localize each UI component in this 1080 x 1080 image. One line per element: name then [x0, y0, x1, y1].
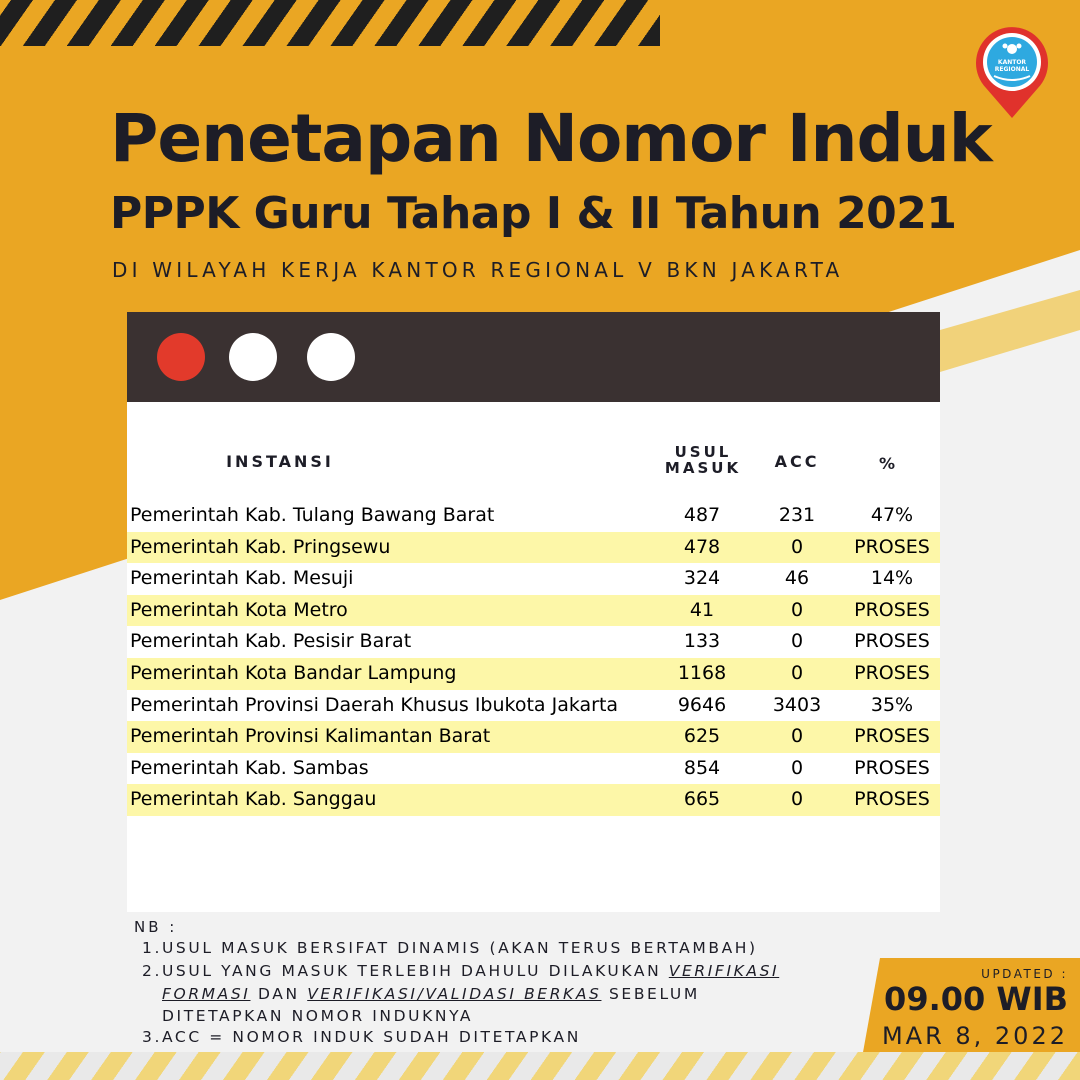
cell-acc: 46 — [784, 567, 810, 590]
page-subtitle: PPPK Guru Tahap I & II Tahun 2021 — [110, 188, 957, 239]
cell-instansi: Pemerintah Kota Metro — [130, 598, 348, 621]
updated-time: 09.00 WIB — [884, 980, 1068, 1018]
note-2-text: 2.USUL YANG MASUK TERLEBIH DAHULU DILAKUKAN — [142, 962, 669, 980]
table-row — [127, 721, 940, 753]
cell-usul: 625 — [683, 725, 721, 748]
note-2-continued — [162, 985, 700, 1003]
note-2-link-formasi[interactable]: FORMASI — [162, 985, 251, 1003]
cell-percent: PROSES — [854, 630, 930, 653]
note-2 — [142, 962, 779, 980]
table-row — [127, 500, 940, 532]
table-row — [127, 626, 940, 658]
cell-usul: 9646 — [677, 693, 727, 716]
note-2-text: SEBELUM — [601, 985, 700, 1003]
bottom-hazard-stripes — [0, 1052, 1080, 1080]
window-title-bar — [127, 312, 940, 402]
window-white-dot-icon — [229, 333, 277, 381]
cell-acc: 0 — [790, 630, 804, 653]
updated-label: UPDATED : — [981, 967, 1068, 981]
cell-acc: 0 — [790, 788, 804, 811]
column-header-acc: ACC — [774, 452, 820, 471]
cell-usul: 41 — [689, 598, 715, 621]
cell-percent: PROSES — [854, 756, 930, 779]
table-row — [127, 658, 940, 690]
note-1: 1.USUL MASUK BERSIFAT DINAMIS (AKAN TERUS BERTAMBAH) — [142, 939, 758, 957]
cell-percent: PROSES — [854, 598, 930, 621]
cell-instansi: Pemerintah Kota Bandar Lampung — [130, 661, 457, 684]
table-row — [127, 595, 940, 627]
cell-instansi: Pemerintah Kab. Pesisir Barat — [130, 630, 412, 653]
cell-acc: 3403 — [772, 693, 822, 716]
cell-acc: 0 — [790, 661, 804, 684]
cell-acc: 0 — [790, 725, 804, 748]
cell-percent: 35% — [870, 693, 914, 716]
note-2-link-verifikasi-validasi[interactable]: VERIFIKASI/VALIDASI BERKAS — [307, 985, 602, 1003]
cell-instansi: Pemerintah Kab. Sanggau — [130, 788, 377, 811]
cell-instansi: Pemerintah Kab. Tulang Bawang Barat — [130, 504, 495, 526]
cell-usul: 133 — [683, 630, 721, 653]
table-body — [127, 500, 940, 816]
cell-usul: 854 — [683, 756, 721, 779]
table-row — [127, 563, 940, 595]
cell-usul: 1168 — [677, 661, 727, 684]
cell-percent: 14% — [870, 567, 914, 590]
cell-usul: 324 — [683, 567, 721, 590]
cell-percent: PROSES — [854, 661, 930, 684]
svg-text:REGIONAL: REGIONAL — [994, 66, 1030, 73]
page-title: Penetapan Nomor Induk — [110, 100, 992, 177]
cell-usul: 665 — [683, 788, 721, 811]
cell-percent: PROSES — [854, 535, 930, 558]
cell-acc: 231 — [778, 504, 816, 526]
column-header-instansi: INSTANSI — [226, 452, 334, 471]
window-red-dot-icon — [157, 333, 205, 381]
cell-acc: 0 — [790, 756, 804, 779]
background-light-band — [940, 290, 1080, 372]
column-header-percent: % — [878, 454, 896, 473]
cell-acc: 0 — [790, 598, 804, 621]
top-hazard-stripes — [0, 0, 660, 46]
note-3: 3.ACC = NOMOR INDUK SUDAH DITETAPKAN — [142, 1028, 581, 1046]
column-header-usul-line1: USUL — [674, 443, 732, 461]
table-row — [127, 690, 940, 722]
cell-usul: 478 — [683, 535, 721, 558]
column-header-usul-line2: MASUK — [664, 459, 742, 477]
cell-percent: 47% — [870, 504, 914, 526]
cell-percent: PROSES — [854, 788, 930, 811]
table-row — [127, 784, 940, 816]
table-row — [127, 753, 940, 785]
svg-text:KANTOR: KANTOR — [997, 59, 1027, 66]
note-2-text: DAN — [250, 985, 308, 1003]
cell-instansi: Pemerintah Kab. Pringsewu — [130, 535, 391, 558]
table-row — [127, 532, 940, 564]
cell-instansi: Pemerintah Kab. Mesuji — [130, 567, 354, 590]
updated-date: MAR 8, 2022 — [881, 1022, 1068, 1050]
notes-label: NB : — [134, 918, 178, 936]
note-2-link-verifikasi[interactable]: VERIFIKASI — [668, 962, 780, 980]
cell-acc: 0 — [790, 535, 804, 558]
cell-instansi: Pemerintah Provinsi Kalimantan Barat — [130, 725, 491, 748]
cell-percent: PROSES — [854, 725, 930, 748]
cell-usul: 487 — [683, 504, 721, 526]
cell-instansi: Pemerintah Provinsi Daerah Khusus Ibukota Jakarta — [130, 693, 619, 716]
window-white-dot-icon — [307, 333, 355, 381]
column-header-usul-masuk — [658, 444, 748, 476]
cell-instansi: Pemerintah Kab. Sambas — [130, 756, 369, 779]
note-2-line3: DITETAPKAN NOMOR INDUKNYA — [162, 1007, 474, 1025]
page-region-caption: DI WILAYAH KERJA KANTOR REGIONAL V BKN JAKARTA — [112, 258, 844, 282]
